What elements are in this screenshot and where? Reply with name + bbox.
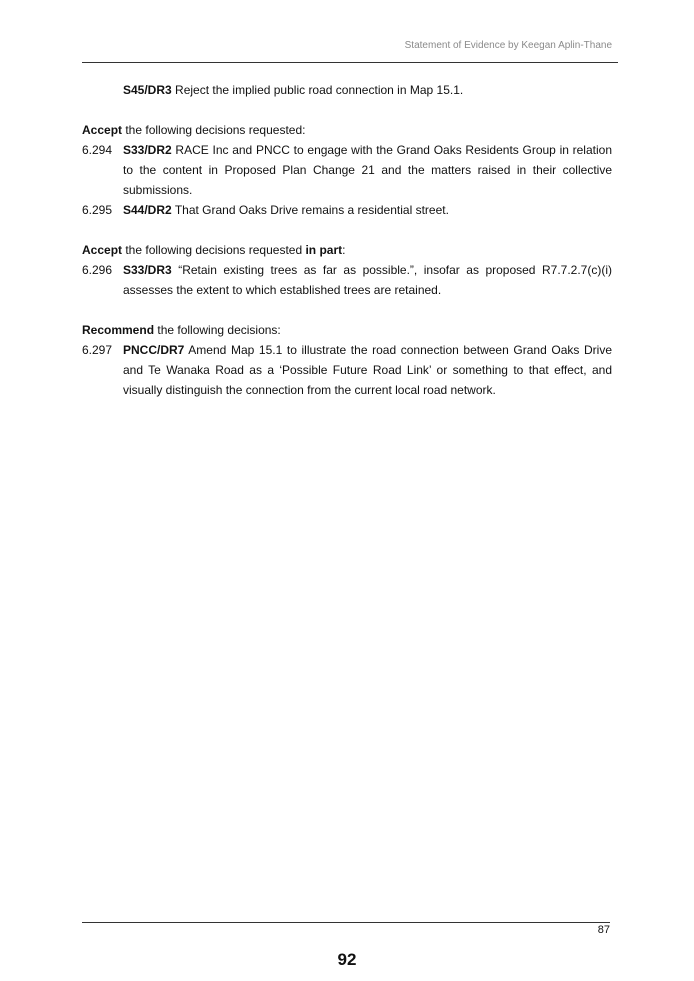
document-body — [82, 80, 612, 400]
intro-item-ref: S45/DR3 — [123, 83, 172, 97]
item-body — [123, 340, 612, 400]
section-accept-part-heading — [82, 240, 612, 260]
spacer — [82, 300, 612, 320]
footer-rule — [82, 922, 610, 923]
item-body — [123, 200, 612, 220]
intro-item-text: Reject the implied public road connection in Map 15.1. — [171, 83, 464, 97]
spacer — [82, 100, 612, 120]
item-text: RACE Inc and PNCC to engage with the Grand Oaks Residents Group in relation to the content in Proposed Plan Change 21 and the matters raised in their collective submissions. — [123, 143, 612, 197]
section-accept-part-heading-mid: the following decisions requested — [122, 243, 306, 257]
list-item — [82, 200, 612, 220]
item-number: 6.294 — [82, 143, 113, 157]
section-accept-heading — [82, 120, 612, 140]
header-rule — [82, 62, 618, 63]
item-ref: S33/DR3 — [123, 263, 172, 277]
list-item — [82, 140, 612, 200]
item-text: “Retain existing trees as far as possible.”, insofar as proposed R7.7.2.7(c)(i) assesses the extent to which established trees are retained. — [123, 263, 612, 297]
item-text: That Grand Oaks Drive remains a residential street. — [171, 203, 449, 217]
item-text: Amend Map 15.1 to illustrate the road connection between Grand Oaks Drive and Te Wanaka Road as a ‘Possible Future Road Link’ or something to that effect, and visually distinguish the connection from the current local road network. — [123, 343, 612, 397]
section-accept-heading-rest: the following decisions requested: — [122, 123, 306, 137]
item-ref: S44/DR2 — [123, 203, 172, 217]
section-accept-part-heading-bold: Accept — [82, 243, 123, 257]
section-accept-part-heading-end: : — [342, 243, 346, 257]
document-page-number: 92 — [337, 950, 357, 969]
header-title: Statement of Evidence by Keegan Aplin-Thane — [404, 40, 612, 51]
item-number: 6.297 — [82, 343, 113, 357]
item-number: 6.296 — [82, 263, 113, 277]
section-accept-heading-bold: Accept — [82, 123, 123, 137]
footer-page-number: 87 — [597, 924, 610, 936]
item-body — [123, 140, 612, 200]
item-number: 6.295 — [82, 203, 113, 217]
section-recommend-heading — [82, 320, 612, 340]
list-item — [82, 260, 612, 300]
intro-item — [82, 80, 612, 100]
section-recommend-heading-rest: the following decisions: — [154, 323, 281, 337]
spacer — [82, 220, 612, 240]
section-recommend-heading-bold: Recommend — [82, 323, 155, 337]
section-accept-part-heading-bold2: in part — [305, 243, 343, 257]
list-item — [82, 340, 612, 400]
item-ref: PNCC/DR7 — [123, 343, 185, 357]
item-body — [123, 260, 612, 300]
item-ref: S33/DR2 — [123, 143, 172, 157]
